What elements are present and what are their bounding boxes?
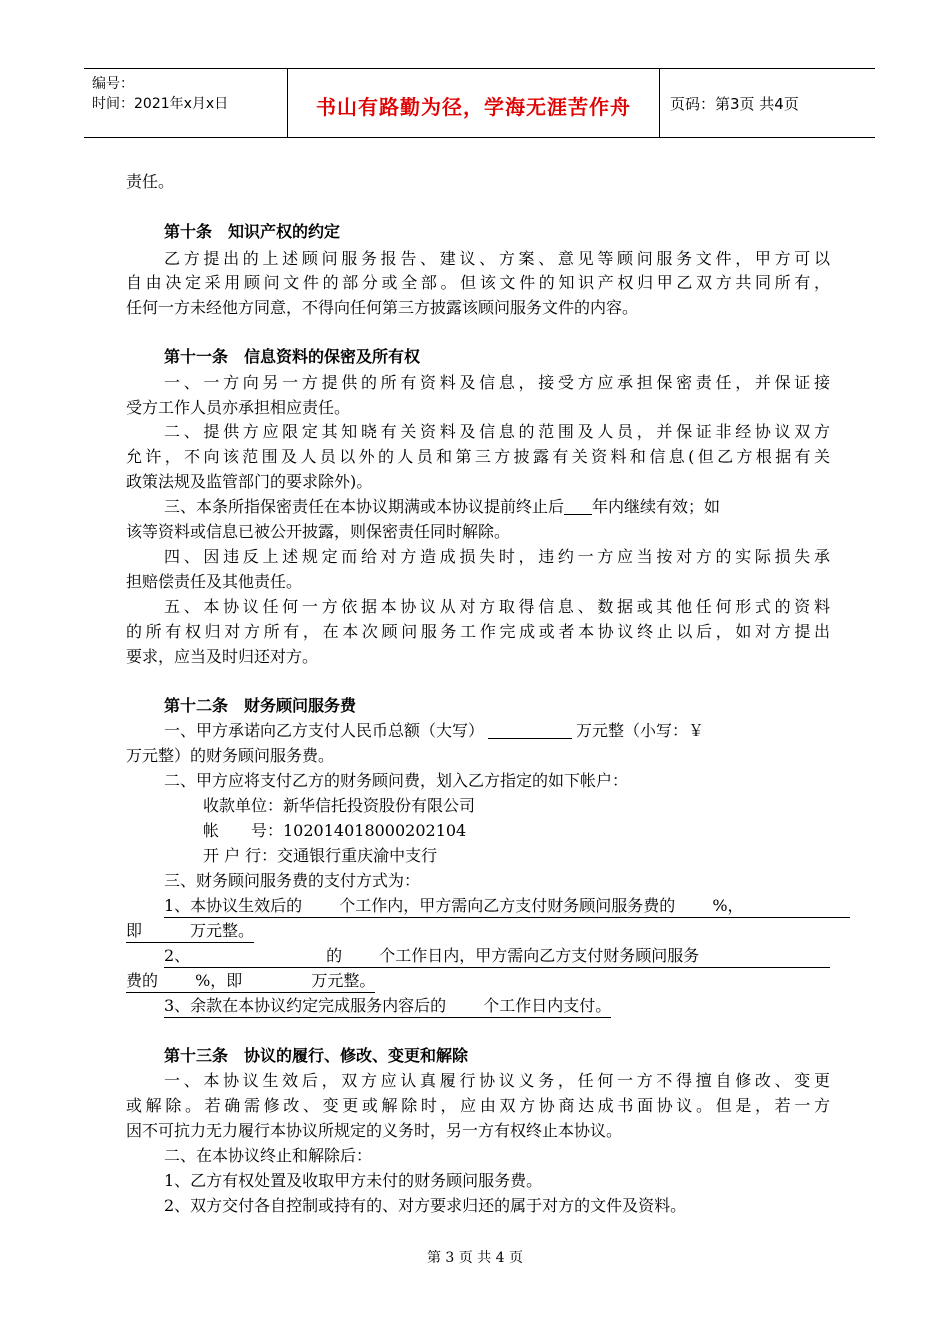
paragraph-line: 因不可抗力无力履行本协议所规定的义务时，另一方有权终止本协议。 [126, 1121, 623, 1140]
fill-blank [488, 722, 572, 739]
paragraph-line: 四、因违反上述规定而给对方造成损失时，违约一方应当按对方的实际损失承 [164, 547, 830, 566]
paragraph-line [164, 720, 704, 742]
line-text: 万元整（小写：￥ [576, 721, 705, 740]
header-meta-cell [84, 69, 288, 137]
doc-number-label: 编号： [92, 76, 134, 92]
paragraph-line: 的所有权归对方所有，在本次顾问服务工作完成或者本协议终止以后，如对方提出 [126, 622, 830, 641]
header-page-cell [660, 69, 875, 137]
page-footer: 第 3 页 共 4 页 [426, 1250, 524, 1266]
paragraph-line: 乙方提出的上述顾问服务报告、建议、方案、意见等顾问服务文件，甲方可以 [164, 249, 830, 268]
paragraph-line: 2、双方交付各自控制或持有的、对方要求归还的属于对方的文件及资料。 [164, 1196, 687, 1215]
header-motto: 书山有路勤为径，学海无涯苦作舟 [316, 95, 631, 119]
paragraph-line: 自由决定采用顾问文件的部分或全部。但该文件的知识产权归甲乙双方共同所有， [126, 273, 830, 292]
article-11-heading: 第十一条 信息资料的保密及所有权 [164, 347, 421, 366]
paragraph-line: 政策法规及监管部门的要求除外)。 [126, 472, 373, 491]
paragraph-line: 1、乙方有权处置及收取甲方未付的财务顾问服务费。 [164, 1171, 543, 1190]
paragraph-line: 该等资料或信息已被公开披露，则保密责任同时解除。 [126, 522, 511, 541]
paragraph-line: 二、甲方应将支付乙方的财务顾问费，划入乙方指定的如下帐户： [164, 771, 629, 790]
paragraph-line: 允许，不向该范围及人员以外的人员和第三方披露有关资料和信息(但乙方根据有关 [126, 447, 830, 466]
paragraph-line: 担赔偿责任及其他责任。 [126, 572, 303, 591]
paragraph-line: 要求，应当及时归还对方。 [126, 647, 319, 666]
payee-name: 收款单位：新华信托投资股份有限公司 [203, 796, 476, 815]
line-text: 三、本条所指保密责任在本协议期满或本协议提前终止后 [164, 497, 565, 516]
paragraph-line: 受方工作人员亦承担相应责任。 [126, 398, 351, 417]
paragraph-line [164, 496, 720, 518]
payment-term-1-cont: 即 万元整。 [126, 920, 254, 943]
paragraph-line: 三、财务顾问服务费的支付方式为： [164, 871, 421, 890]
doc-time-label: 时间：2021年x月x日 [92, 96, 229, 112]
payment-term-3: 3、余款在本协议约定完成服务内容后的 个工作日内支付。 [164, 995, 611, 1018]
line-text: 一、甲方承诺向乙方支付人民币总额（大写） [164, 721, 485, 740]
article-13-heading: 第十三条 协议的履行、修改、变更和解除 [164, 1046, 469, 1065]
article-12-heading: 第十二条 财务顾问服务费 [164, 696, 357, 715]
account-number: 帐 号：102014018000202104 [203, 821, 467, 840]
bank-name: 开 户 行：交通银行重庆渝中支行 [203, 846, 438, 865]
paragraph-line: 一、一方向另一方提供的所有资料及信息，接受方应承担保密责任，并保证接 [164, 373, 830, 392]
payment-term-2-cont: 费的 %，即 万元整。 [126, 970, 375, 993]
page-header [84, 68, 875, 138]
paragraph-line: 或解除。若确需修改、变更或解除时，应由双方协商达成书面协议。但是，若一方 [126, 1096, 830, 1115]
header-page-number: 页码：第3页 共4页 [670, 95, 799, 113]
paragraph-line: 五、本协议任何一方依据本协议从对方取得信息、数据或其他任何形式的资料 [164, 597, 830, 616]
fill-blank [564, 498, 592, 515]
paragraph-line: 二、提供方应限定其知晓有关资料及信息的范围及人员，并保证非经协议双方 [164, 422, 830, 441]
paragraph-line: 责任。 [126, 172, 175, 191]
paragraph-line: 一、本协议生效后，双方应认真履行协议义务，任何一方不得擅自修改、变更 [164, 1071, 830, 1090]
payment-term-2: 2、 的 个工作日内，甲方需向乙方支付财务顾问服务 [164, 945, 830, 968]
paragraph-line: 万元整）的财务顾问服务费。 [126, 746, 335, 765]
article-10-heading: 第十条 知识产权的约定 [164, 222, 341, 241]
payment-term-1: 1、本协议生效后的 个工作内，甲方需向乙方支付财务顾问服务费的 %， [164, 895, 850, 918]
paragraph-line: 任何一方未经他方同意，不得向任何第三方披露该顾问服务文件的内容。 [126, 298, 639, 317]
header-motto-cell [288, 69, 660, 137]
line-text: 年内继续有效；如 [592, 497, 721, 516]
paragraph-line: 二、在本协议终止和解除后： [164, 1146, 373, 1165]
